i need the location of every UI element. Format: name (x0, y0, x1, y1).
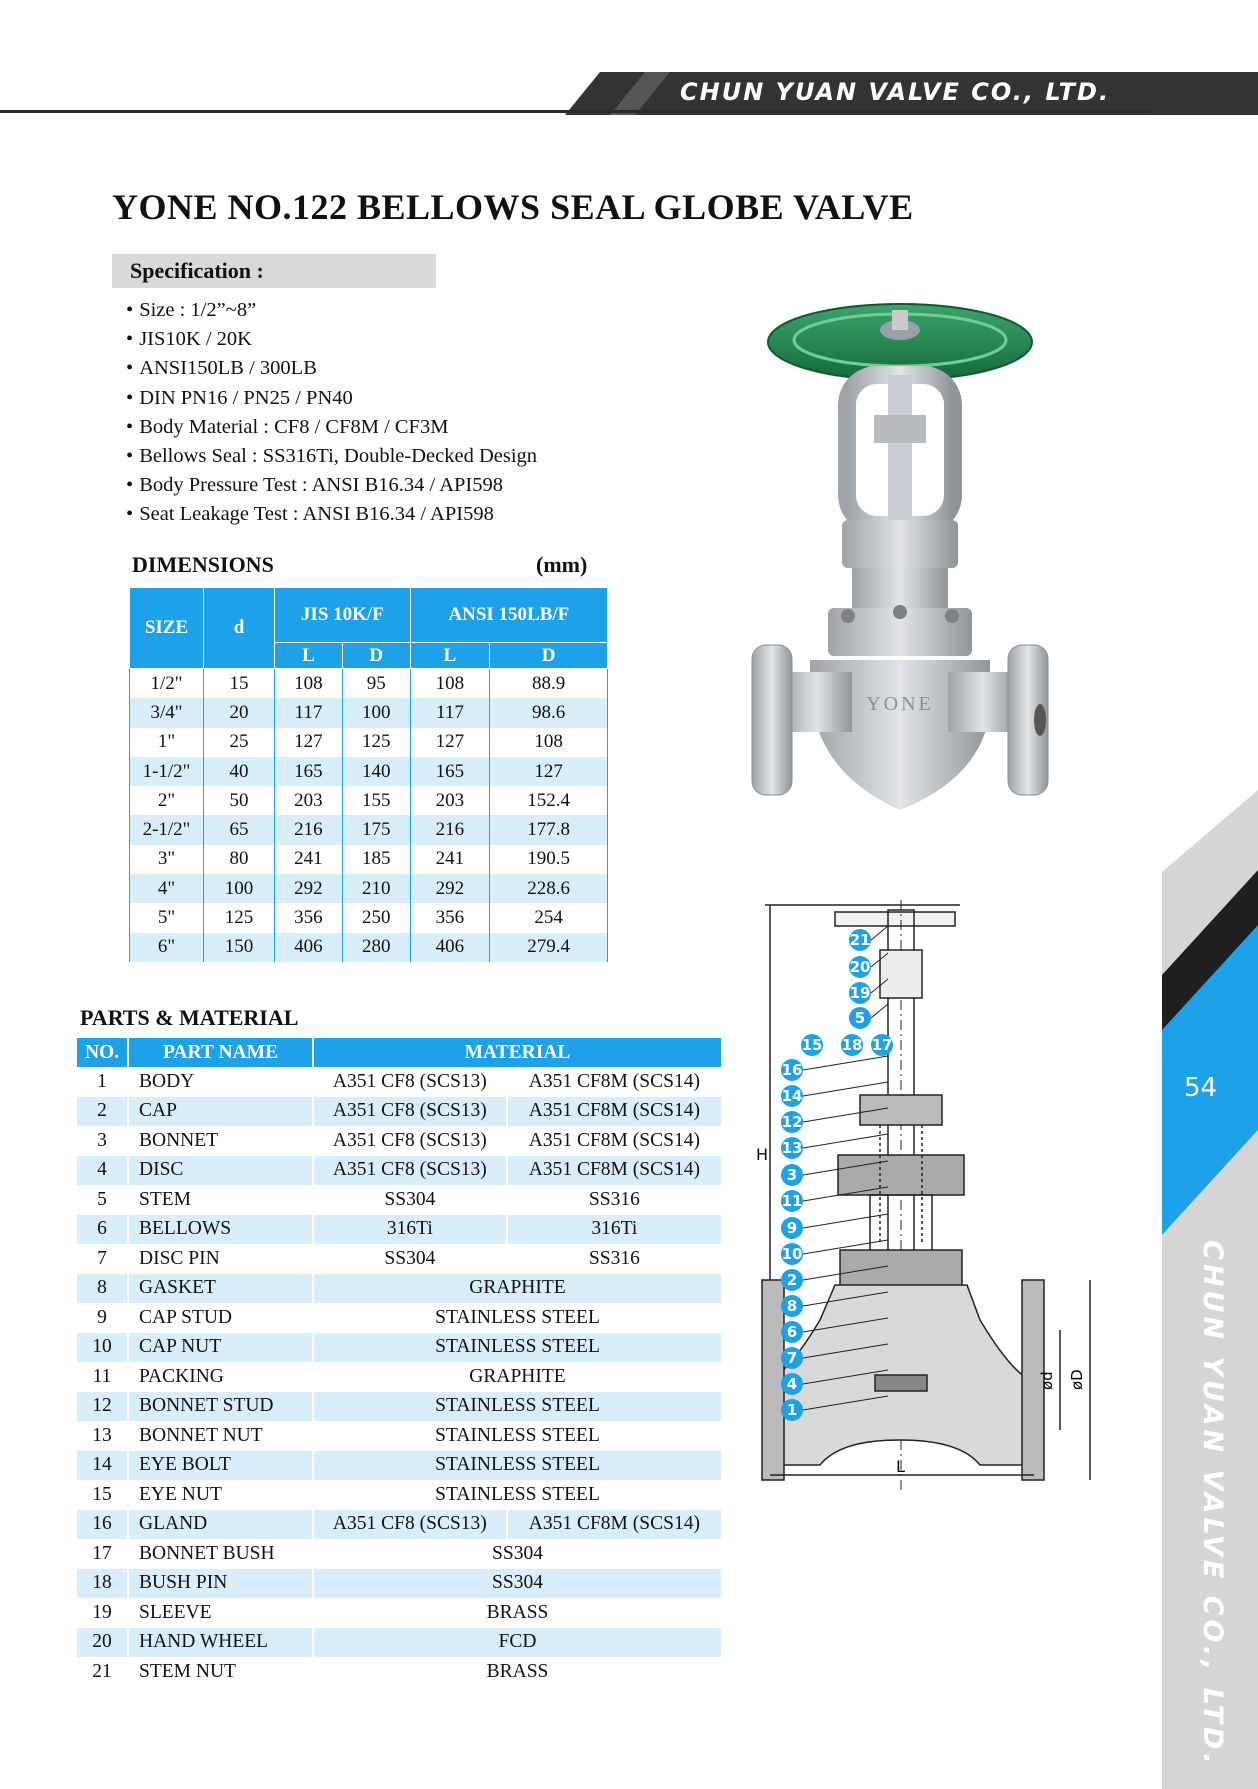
part-name: SLEEVE (128, 1598, 313, 1628)
part-row (77, 1244, 722, 1274)
part-number: 13 (77, 1421, 128, 1451)
dimension-row (130, 845, 608, 874)
part-material: BRASS (313, 1598, 722, 1628)
part-number: 10 (77, 1333, 128, 1363)
parts-body (77, 1067, 722, 1687)
part-number: 4 (77, 1156, 128, 1186)
col-no: NO. (77, 1038, 128, 1067)
callout-number: 7 (786, 1349, 798, 1367)
parts-title: PARTS & MATERIAL (80, 1005, 299, 1030)
part-number: 12 (77, 1392, 128, 1422)
dimension-cell: 3" (130, 845, 204, 874)
part-number: 21 (77, 1657, 128, 1687)
part-material-cf8: A351 CF8 (SCS13) (313, 1097, 507, 1127)
dimension-cell: 117 (410, 698, 489, 727)
callout-leader (803, 1056, 888, 1070)
col-jis-l: L (275, 643, 343, 669)
part-material: BRASS (313, 1657, 722, 1687)
callout-number: 3 (786, 1166, 798, 1184)
callout-number: 16 (781, 1061, 803, 1079)
dimension-cell: 150 (204, 933, 275, 962)
dimension-row (130, 698, 608, 727)
dimension-cell: 250 (342, 903, 410, 932)
part-material: SS304 (313, 1569, 722, 1599)
part-material-cf8: 316Ti (313, 1215, 507, 1245)
callout-number: 2 (786, 1271, 798, 1289)
part-name: BODY (128, 1067, 313, 1097)
part-row (77, 1539, 722, 1569)
side-company-name: CHUN YUAN VALVE CO., LTD. (1197, 1240, 1228, 1768)
callout-number: 19 (849, 984, 871, 1002)
technical-drawing (756, 900, 1140, 1510)
callout-number: 8 (786, 1297, 798, 1315)
specification-list (126, 296, 537, 530)
callout-number: 18 (841, 1036, 863, 1054)
header-rule (0, 110, 1150, 113)
col-ansi-l: L (410, 643, 489, 669)
dimension-cell: 6" (130, 933, 204, 962)
spec-item: • Body Pressure Test : ANSI B16.34 / API598 (126, 471, 537, 500)
part-row (77, 1510, 722, 1540)
part-row (77, 1392, 722, 1422)
dimension-cell: 65 (204, 815, 275, 844)
dimension-cell: 165 (275, 757, 343, 786)
dimension-cell: 155 (342, 786, 410, 815)
part-material-cf8: SS304 (313, 1185, 507, 1215)
part-number: 11 (77, 1362, 128, 1392)
part-number: 2 (77, 1097, 128, 1127)
dimension-cell: 228.6 (490, 874, 608, 903)
part-number: 14 (77, 1451, 128, 1481)
dimension-row (130, 933, 608, 962)
part-material: SS304 (313, 1539, 722, 1569)
dimension-cell: 20 (204, 698, 275, 727)
part-material: GRAPHITE (313, 1362, 722, 1392)
dimension-cell: 4" (130, 874, 204, 903)
part-name: PACKING (128, 1362, 313, 1392)
part-number: 16 (77, 1510, 128, 1540)
specification-heading (112, 254, 436, 288)
dimension-cell: 50 (204, 786, 275, 815)
dimension-cell: 1-1/2" (130, 757, 204, 786)
dimension-cell: 177.8 (490, 815, 608, 844)
dimension-cell: 279.4 (490, 933, 608, 962)
dimension-cell: 108 (490, 728, 608, 757)
part-name: BELLOWS (128, 1215, 313, 1245)
callout-number: 15 (801, 1036, 823, 1054)
spec-item: • DIN PN16 / PN25 / PN40 (126, 384, 537, 413)
dimension-cell: 1/2" (130, 669, 204, 699)
part-material: STAINLESS STEEL (313, 1451, 722, 1481)
part-number: 18 (77, 1569, 128, 1599)
dimension-row (130, 874, 608, 903)
part-material-cf8: A351 CF8 (SCS13) (313, 1067, 507, 1097)
part-row (77, 1657, 722, 1687)
part-number: 17 (77, 1539, 128, 1569)
callout-number: 13 (781, 1139, 803, 1157)
part-row (77, 1421, 722, 1451)
part-number: 19 (77, 1598, 128, 1628)
callout-number: 6 (786, 1323, 798, 1341)
dimension-cell: 280 (342, 933, 410, 962)
dim-label-h: H (756, 1145, 769, 1164)
part-material: STAINLESS STEEL (313, 1421, 722, 1451)
part-row (77, 1362, 722, 1392)
dimension-cell: 2-1/2" (130, 815, 204, 844)
dimensions-table (129, 587, 608, 962)
part-name: STEM NUT (128, 1657, 313, 1687)
part-number: 1 (77, 1067, 128, 1097)
part-row (77, 1303, 722, 1333)
part-name: DISC PIN (128, 1244, 313, 1274)
spec-item: • Size : 1/2”~8” (126, 296, 537, 325)
part-row (77, 1569, 722, 1599)
part-row (77, 1156, 722, 1186)
dimension-cell: 3/4" (130, 698, 204, 727)
part-name: BONNET (128, 1126, 313, 1156)
callout-number: 21 (849, 931, 871, 949)
callout-number: 9 (786, 1219, 798, 1237)
part-name: GLAND (128, 1510, 313, 1540)
dimension-cell: 100 (342, 698, 410, 727)
dim-label-d: ød (1038, 1371, 1056, 1390)
dimensions-title: DIMENSIONS (132, 552, 274, 577)
dimension-cell: 80 (204, 845, 275, 874)
spec-item: • ANSI150LB / 300LB (126, 354, 537, 383)
dimension-cell: 15 (204, 669, 275, 699)
callout-leader (803, 1214, 888, 1228)
part-number: 8 (77, 1274, 128, 1304)
part-material: STAINLESS STEEL (313, 1392, 722, 1422)
dimension-cell: 216 (275, 815, 343, 844)
part-name: HAND WHEEL (128, 1628, 313, 1658)
part-number: 3 (77, 1126, 128, 1156)
part-material-cf8m: SS316 (507, 1244, 722, 1274)
part-row (77, 1126, 722, 1156)
spec-item: • Seat Leakage Test : ANSI B16.34 / API598 (126, 500, 537, 529)
dimension-cell: 117 (275, 698, 343, 727)
dimension-cell: 175 (342, 815, 410, 844)
callout-number: 20 (849, 958, 871, 976)
page-title: YONE NO.122 BELLOWS SEAL GLOBE VALVE (112, 187, 914, 227)
part-row (77, 1628, 722, 1658)
part-name: BONNET STUD (128, 1392, 313, 1422)
dimension-cell: 241 (410, 845, 489, 874)
part-row (77, 1274, 722, 1304)
callout-leader (871, 926, 888, 940)
page-number: 54 (1184, 1073, 1218, 1103)
part-material-cf8m: A351 CF8M (SCS14) (507, 1067, 722, 1097)
part-number: 6 (77, 1215, 128, 1245)
part-name: CAP NUT (128, 1333, 313, 1363)
part-row (77, 1067, 722, 1097)
dimension-cell: 216 (410, 815, 489, 844)
dimension-cell: 292 (275, 874, 343, 903)
part-row (77, 1451, 722, 1481)
dimensions-unit: (mm) (536, 552, 588, 577)
dimension-cell: 88.9 (490, 669, 608, 699)
dimension-cell: 241 (275, 845, 343, 874)
parts-table (77, 1038, 723, 1687)
dimension-row (130, 786, 608, 815)
dimension-cell: 127 (275, 728, 343, 757)
part-material-cf8m: A351 CF8M (SCS14) (507, 1510, 722, 1540)
part-row (77, 1097, 722, 1127)
part-name: BONNET BUSH (128, 1539, 313, 1569)
col-d: d (204, 588, 275, 669)
part-material-cf8: A351 CF8 (SCS13) (313, 1126, 507, 1156)
part-material-cf8m: A351 CF8M (SCS14) (507, 1156, 722, 1186)
dimension-row (130, 757, 608, 786)
callout-leader (871, 1004, 888, 1018)
callout-number: 12 (781, 1113, 803, 1131)
dimension-cell: 127 (410, 728, 489, 757)
col-jis: JIS 10K/F (275, 588, 411, 643)
header-company-name: CHUN YUAN VALVE CO., LTD. (680, 78, 1111, 106)
spec-item: • Bellows Seal : SS316Ti, Double-Decked Design (126, 442, 537, 471)
part-number: 9 (77, 1303, 128, 1333)
dimension-cell: 406 (275, 933, 343, 962)
dimension-row (130, 903, 608, 932)
callout-number: 10 (781, 1245, 803, 1263)
part-material: FCD (313, 1628, 722, 1658)
part-name: GASKET (128, 1274, 313, 1304)
dimension-row (130, 669, 608, 699)
dimension-cell: 125 (342, 728, 410, 757)
specification-heading-text: Specification : (130, 258, 264, 283)
dimension-cell: 108 (410, 669, 489, 699)
dimension-row (130, 815, 608, 844)
callout-number: 1 (786, 1401, 798, 1419)
part-number: 5 (77, 1185, 128, 1215)
col-ansi-d: D (490, 643, 608, 669)
col-size: SIZE (130, 588, 204, 669)
part-name: CAP (128, 1097, 313, 1127)
dimension-cell: 356 (275, 903, 343, 932)
part-name: DISC (128, 1156, 313, 1186)
part-material-cf8m: A351 CF8M (SCS14) (507, 1126, 722, 1156)
part-name: EYE NUT (128, 1480, 313, 1510)
part-number: 7 (77, 1244, 128, 1274)
part-row (77, 1480, 722, 1510)
dimension-cell: 203 (275, 786, 343, 815)
callout-leader (803, 1082, 888, 1096)
part-material-cf8m: 316Ti (507, 1215, 722, 1245)
dimension-cell: 125 (204, 903, 275, 932)
dimensions-body (130, 669, 608, 962)
dimension-cell: 185 (342, 845, 410, 874)
part-material-cf8: A351 CF8 (SCS13) (313, 1156, 507, 1186)
dimension-cell: 292 (410, 874, 489, 903)
dimension-cell: 95 (342, 669, 410, 699)
valve-photo (750, 300, 1080, 840)
callout-number: 14 (781, 1087, 803, 1105)
dimension-row (130, 728, 608, 757)
col-jis-d: D (342, 643, 410, 669)
dimension-cell: 40 (204, 757, 275, 786)
part-number: 15 (77, 1480, 128, 1510)
part-material-cf8m: SS316 (507, 1185, 722, 1215)
part-material: STAINLESS STEEL (313, 1480, 722, 1510)
part-row (77, 1185, 722, 1215)
part-row (77, 1598, 722, 1628)
dimension-cell: 98.6 (490, 698, 608, 727)
dim-label-outer-d: øD (1068, 1369, 1086, 1390)
part-row (77, 1333, 722, 1363)
part-material: STAINLESS STEEL (313, 1303, 722, 1333)
part-name: STEM (128, 1185, 313, 1215)
dimension-cell: 210 (342, 874, 410, 903)
dimension-cell: 406 (410, 933, 489, 962)
part-material: STAINLESS STEEL (313, 1333, 722, 1363)
col-material: MATERIAL (313, 1038, 722, 1067)
dimension-cell: 25 (204, 728, 275, 757)
callout-number: 11 (781, 1192, 803, 1210)
part-number: 20 (77, 1628, 128, 1658)
dimension-cell: 1" (130, 728, 204, 757)
callout-leader (803, 1134, 888, 1148)
callout-number: 5 (854, 1009, 866, 1027)
callout-number: 4 (786, 1375, 798, 1393)
part-name: EYE BOLT (128, 1451, 313, 1481)
dimension-cell: 203 (410, 786, 489, 815)
dimension-cell: 254 (490, 903, 608, 932)
part-material-cf8m: A351 CF8M (SCS14) (507, 1097, 722, 1127)
dimension-cell: 190.5 (490, 845, 608, 874)
dimension-cell: 5" (130, 903, 204, 932)
part-material-cf8: SS304 (313, 1244, 507, 1274)
spec-item: • JIS10K / 20K (126, 325, 537, 354)
callout-number: 17 (871, 1036, 893, 1054)
dimension-cell: 152.4 (490, 786, 608, 815)
dimension-cell: 2" (130, 786, 204, 815)
dimension-cell: 140 (342, 757, 410, 786)
dimension-cell: 100 (204, 874, 275, 903)
dimension-cell: 108 (275, 669, 343, 699)
yone-mark: YONE (866, 693, 934, 715)
col-part-name: PART NAME (128, 1038, 313, 1067)
dimension-cell: 165 (410, 757, 489, 786)
spec-item: • Body Material : CF8 / CF8M / CF3M (126, 413, 537, 442)
dimension-cell: 127 (490, 757, 608, 786)
part-material: GRAPHITE (313, 1274, 722, 1304)
part-material-cf8: A351 CF8 (SCS13) (313, 1510, 507, 1540)
dimension-cell: 356 (410, 903, 489, 932)
part-name: BUSH PIN (128, 1569, 313, 1599)
dim-label-l: L (896, 1457, 905, 1476)
part-row (77, 1215, 722, 1245)
part-name: BONNET NUT (128, 1421, 313, 1451)
col-ansi: ANSI 150LB/F (410, 588, 607, 643)
part-name: CAP STUD (128, 1303, 313, 1333)
